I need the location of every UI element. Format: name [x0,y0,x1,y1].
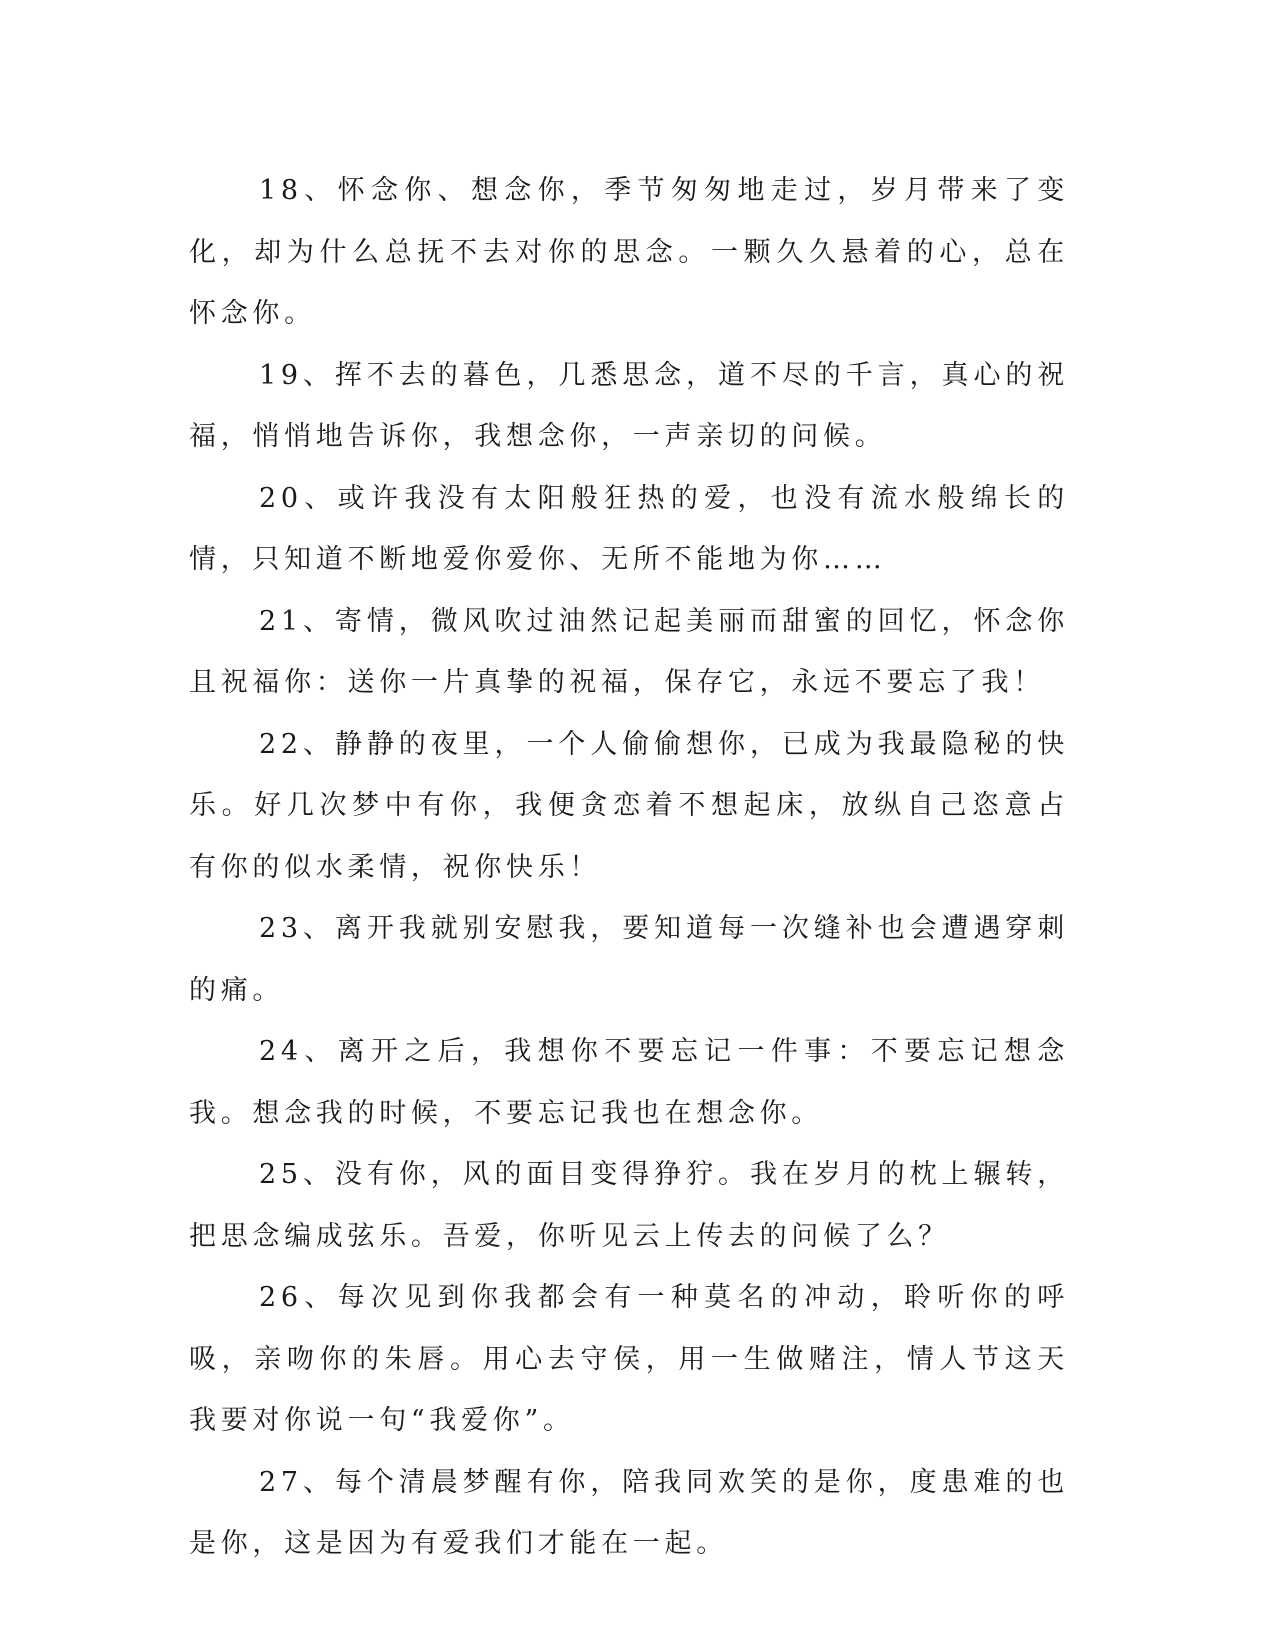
paragraph-18: 18、怀念你、想念你，季节匆匆地走过，岁月带来了变化，却为什么总抚不去对你的思念。一颗久久悬着的心，总在怀念你。 [189,175,1069,329]
paragraph-27: 27、每个清晨梦醒有你，陪我同欢笑的是你，度患难的也是你，这是因为有爱我们才能在一起。 [189,1466,1069,1559]
paragraph-25: 25、没有你，风的面目变得狰狞。我在岁月的枕上辗转，把思念编成弦乐。吾爱，你听见云上传去的问候了么？ [189,1159,1069,1252]
document-page [189,160,1069,1575]
paragraph-19: 19、挥不去的暮色，几悉思念，道不尽的千言，真心的祝福，悄悄地告诉你，我想念你，一声亲切的问候。 [189,359,1069,452]
paragraph-22: 22、静静的夜里，一个人偷偷想你，已成为我最隐秘的快乐。好几次梦中有你，我便贪恋着不想起床，放纵自己恣意占有你的似水柔情，祝你快乐！ [189,728,1069,883]
paragraph-23: 23、离开我就别安慰我，要知道每一次缝补也会遭遇穿刺的痛。 [189,913,1069,1006]
paragraph-21: 21、寄情，微风吹过油然记起美丽而甜蜜的回忆，怀念你且祝福你：送你一片真挚的祝福，保存它，永远不要忘了我！ [189,605,1069,698]
paragraph-24: 24、离开之后，我想你不要忘记一件事：不要忘记想念我。想念我的时候，不要忘记我也在想念你。 [189,1036,1069,1129]
paragraph-20: 20、或许我没有太阳般狂热的爱，也没有流水般绵长的情，只知道不断地爱你爱你、无所不能地为你…… [189,482,1069,575]
paragraph-26: 26、每次见到你我都会有一种莫名的冲动，聆听你的呼吸，亲吻你的朱唇。用心去守侯，用一生做赌注，情人节这天我要对你说一句“我爱你”。 [189,1282,1069,1436]
